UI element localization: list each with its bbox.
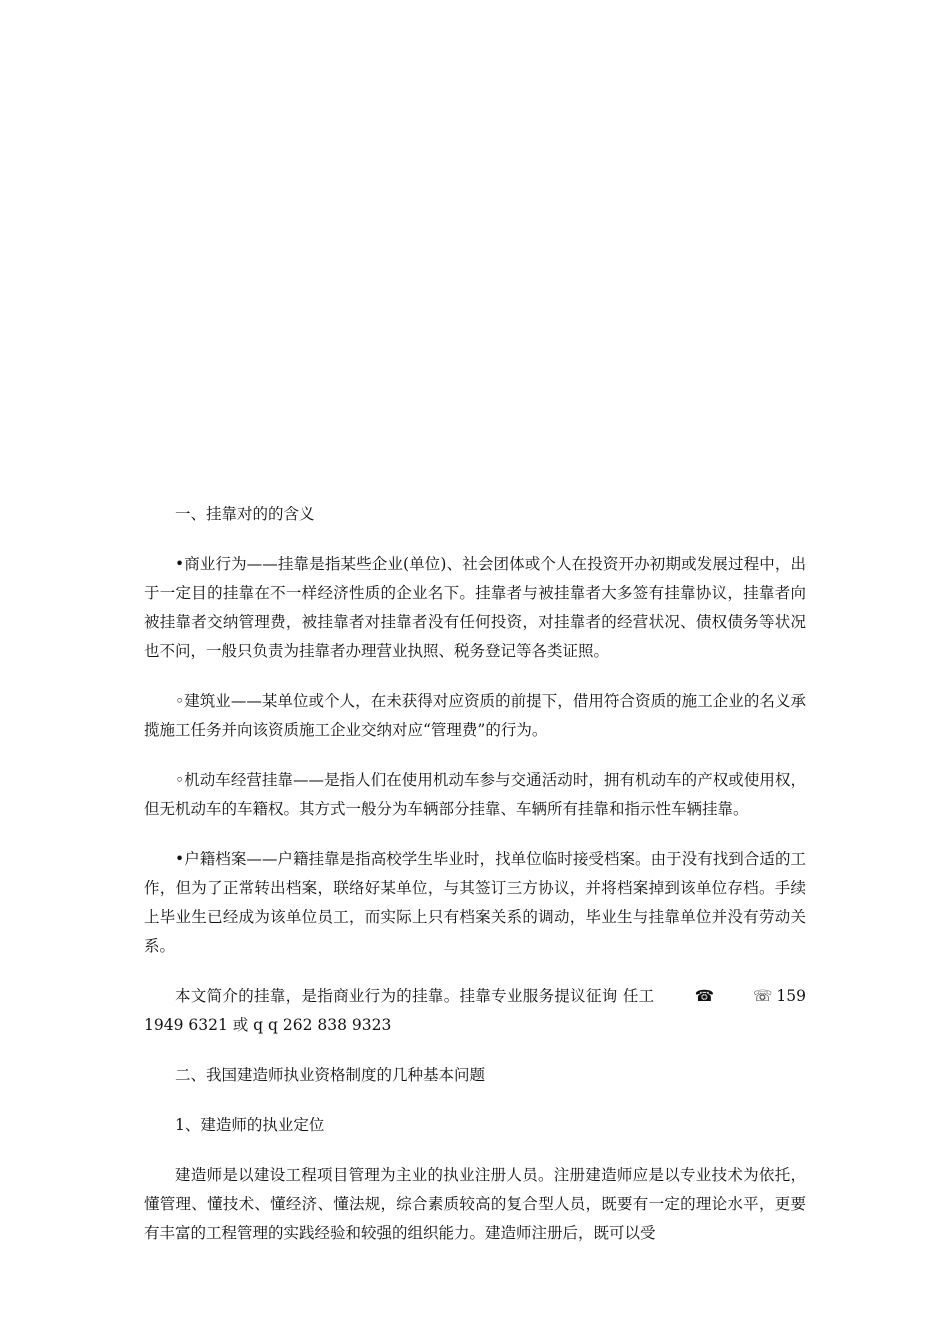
subsection-heading-2-1: 1、建造师的执业定位 <box>175 1116 325 1134</box>
intro-text: 本文简介的挂靠，是指商业行为的挂靠。挂靠专业服务提议征询 任工 <box>175 987 655 1005</box>
telephone-icon: ☏ <box>753 987 773 1005</box>
section-heading-1: 一、挂靠对的的含义 <box>175 505 315 523</box>
paragraph-business: •商业行为——挂靠是指某些企业(单位)、社会团体或个人在投资开办初期或发展过程中，出于一定目的挂靠在不一样经济性质的企业名下。挂靠者与被挂靠者大多签有挂靠协议，挂靠者向被挂靠者交纳管理费，被挂靠者对挂靠者没有任何投资，对挂靠者的经营状况、债权债务等状况也不问，一般只负责为挂靠者办理营业执照、税务登记等各类证照。 <box>144 555 806 660</box>
document-body <box>144 500 806 1269</box>
phone-icon: ☎ <box>694 987 714 1005</box>
section-heading-2: 二、我国建造师执业资格制度的几种基本问题 <box>175 1066 486 1084</box>
paragraph-intro <box>144 982 806 1040</box>
paragraph-architect: 建造师是以建设工程项目管理为主业的执业注册人员。注册建造师应是以专业技术为依托，懂管理、懂技术、懂经济、懂法规，综合素质较高的复合型人员，既要有一定的理论水平，更要有丰富的工程管理的实践经验和较强的组织能力。建造师注册后，既可以受 <box>144 1166 806 1242</box>
paragraph-vehicle: ◦机动车经营挂靠——是指人们在使用机动车参与交通活动时，拥有机动车的产权或使用权，但无机动车的车籍权。其方式一般分为车辆部分挂靠、车辆所有挂靠和指示性车辆挂靠。 <box>144 771 806 818</box>
paragraph-household: •户籍档案——户籍挂靠是指高校学生毕业时，找单位临时接受档案。由于没有找到合适的工作，但为了正常转出档案，联络好某单位，与其签订三方协议，并将档案掉到该单位存档。手续上毕业生已经成为该单位员工，而实际上只有档案关系的调动，毕业生与挂靠单位并没有劳动关系。 <box>144 850 806 955</box>
paragraph-construction: ◦建筑业——某单位或个人，在未获得对应资质的前提下，借用符合资质的施工企业的名义承揽施工任务并向该资质施工企业交纳对应“管理费”的行为。 <box>144 692 806 739</box>
contact-text: 159 1949 6321 或 q q 262 838 9323 <box>144 987 806 1034</box>
